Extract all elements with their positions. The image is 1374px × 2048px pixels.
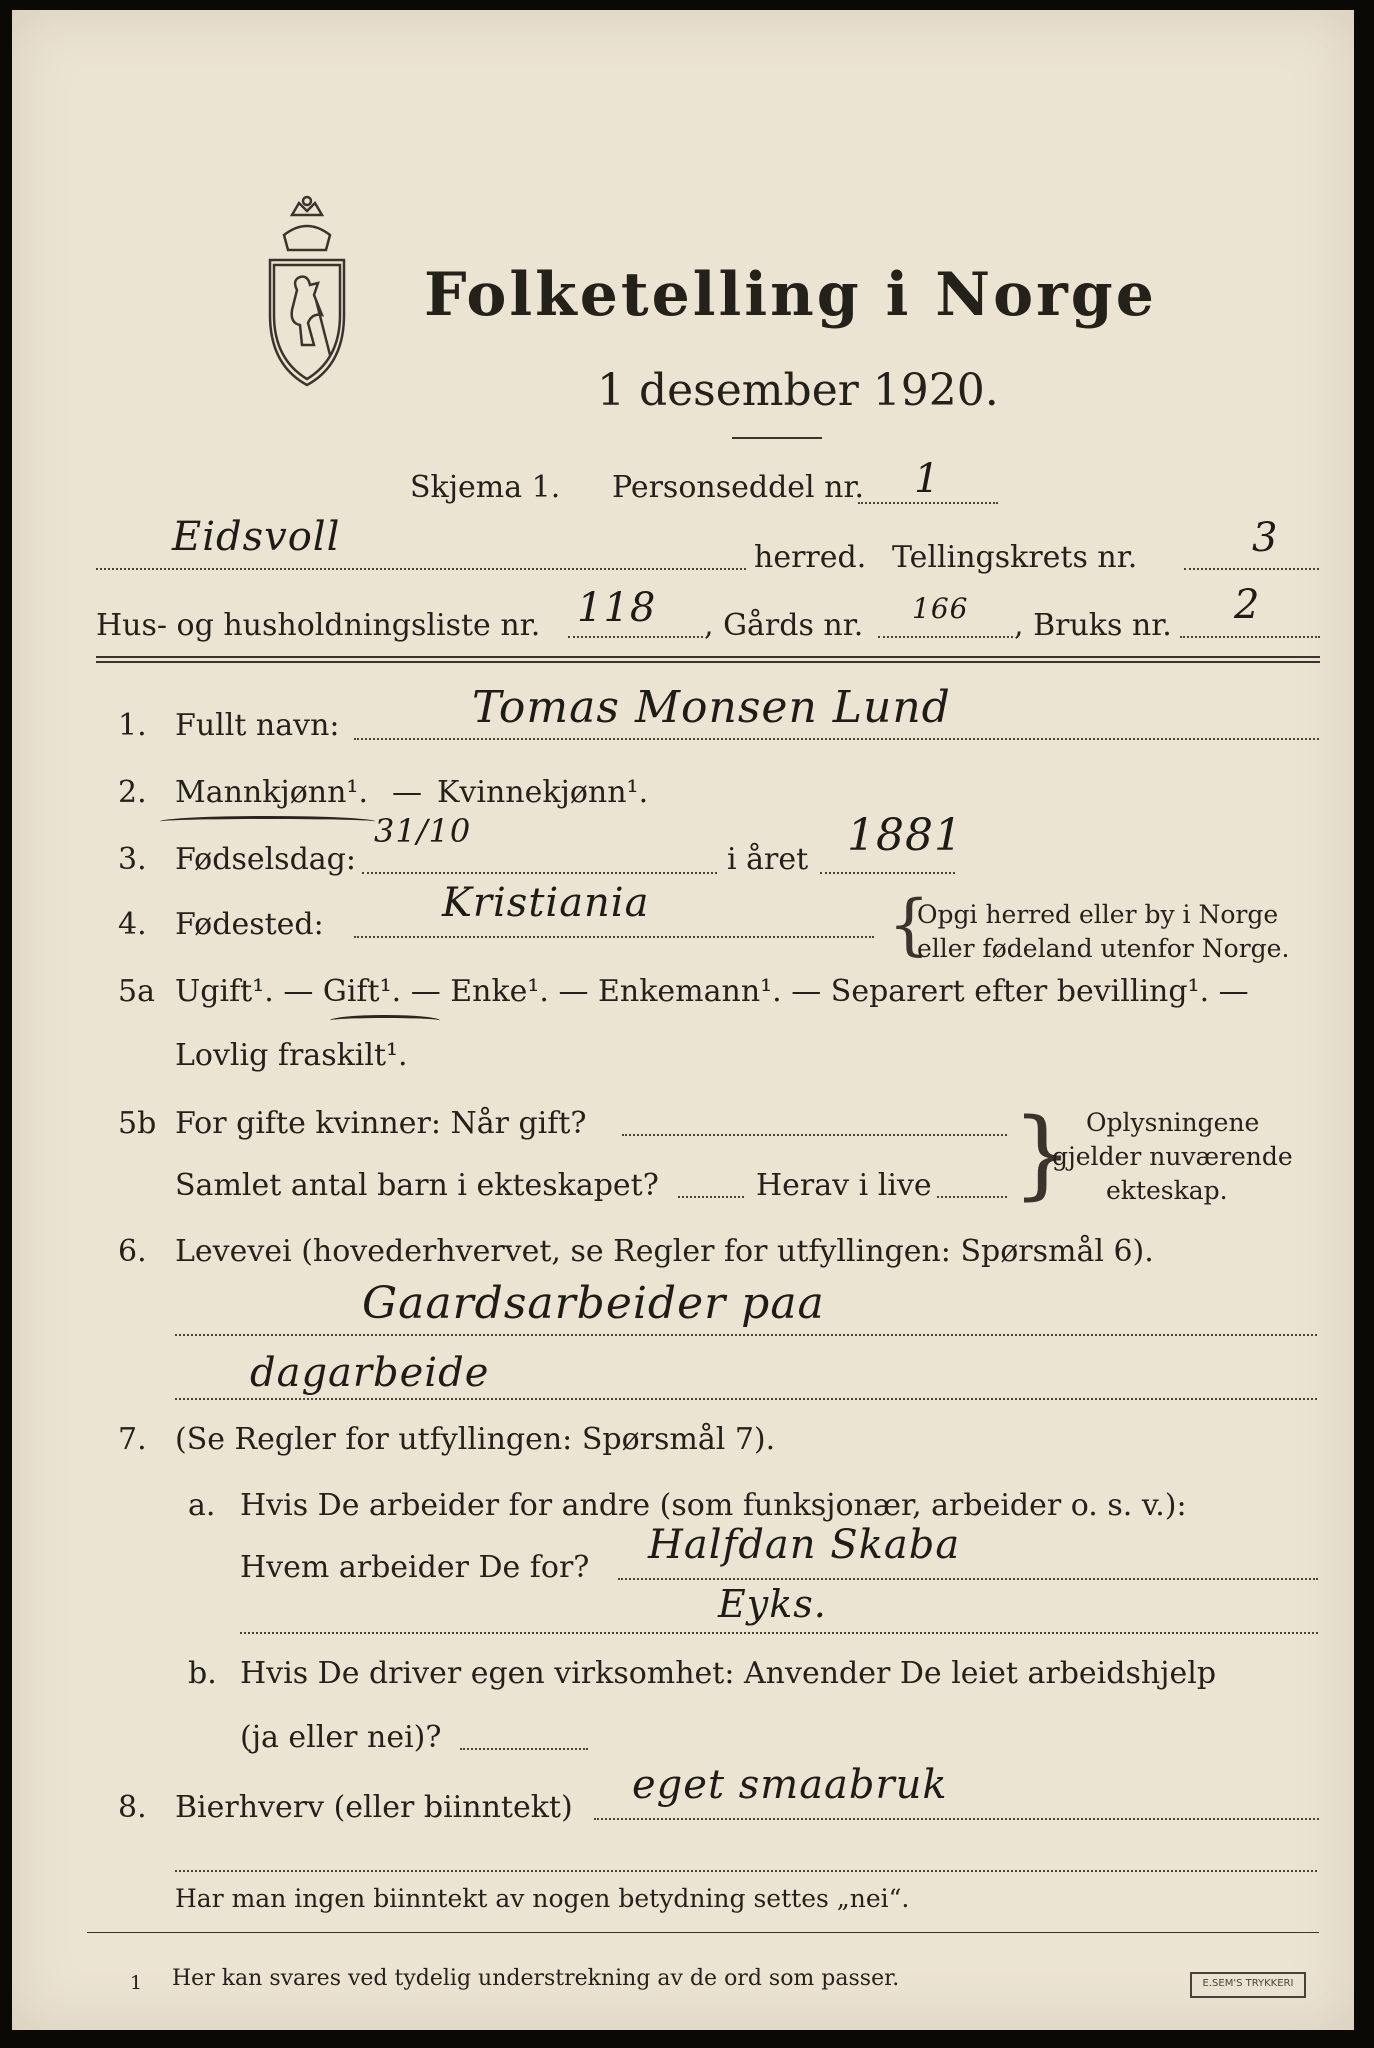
q5b-brace: } [1012, 1098, 1074, 1210]
personseddel-value: 1 [914, 456, 941, 502]
norwegian-coat-of-arms-icon [252, 195, 362, 395]
tellingskrets-label: Tellingskrets nr. [892, 540, 1138, 575]
q5b-note-3: ekteskap. [1106, 1176, 1228, 1205]
herred-value: Eidsvoll [172, 514, 341, 560]
q7a-letter: a. [188, 1488, 216, 1523]
footnote-rule [87, 1932, 1319, 1933]
personseddel-label: Personseddel nr. [612, 470, 865, 505]
q7a-value-1: Halfdan Skaba [648, 1522, 961, 1568]
hus-label: Hus- og husholdningsliste nr. [96, 608, 541, 643]
q4-brace: { [888, 886, 930, 963]
title-divider [732, 437, 822, 439]
q4-note-2: eller fødeland utenfor Norge. [917, 934, 1290, 963]
q5b-note-1: Oplysningene [1086, 1108, 1260, 1137]
q5b-children-line [678, 1196, 744, 1198]
form-title: Folketelling i Norge [424, 260, 1157, 330]
footnote-mark: 1 [130, 1972, 143, 1994]
q5a-text-2: Lovlig fraskilt¹. [175, 1038, 408, 1073]
bruks-label: , Bruks nr. [1014, 608, 1172, 643]
q1-line [354, 738, 1319, 740]
q8-line-2 [175, 1870, 1317, 1872]
q6-value-1: Gaardsarbeider paa [362, 1278, 825, 1329]
q2-male: Mannkjønn¹. [175, 775, 368, 810]
personseddel-line [858, 502, 998, 504]
q2-male-underline [160, 816, 375, 827]
q4-value: Kristiania [442, 880, 650, 926]
herred-label: herred. [754, 540, 867, 575]
q7b-line [460, 1748, 588, 1750]
gards-label: , Gårds nr. [704, 608, 864, 643]
bruks-line [1180, 636, 1320, 638]
q6-line-1 [175, 1334, 1317, 1336]
q7-number: 7. [118, 1422, 147, 1457]
q5b-alive-line [937, 1196, 1007, 1198]
bruks-value: 2 [1234, 582, 1261, 628]
q7a-text: Hvis De arbeider for andre (som funksjonær, arbeider o. s. v.): [240, 1488, 1187, 1523]
q4-number: 4. [118, 907, 147, 942]
q8-label: Bierhverv (eller biinntekt) [175, 1790, 573, 1825]
q1-value: Tomas Monsen Lund [472, 682, 951, 733]
q3-number: 3. [118, 842, 147, 877]
q7b-text-2: (ja eller nei)? [240, 1720, 442, 1755]
gards-value: 166 [912, 592, 969, 625]
q7b-letter: b. [188, 1656, 217, 1691]
q5b-label: For gifte kvinner: Når gift? [175, 1106, 587, 1141]
gards-line [878, 636, 1013, 638]
q5b-number: 5b [118, 1106, 157, 1141]
q7a-value-2: Eyks. [718, 1582, 827, 1626]
hus-line [568, 636, 703, 638]
header-rule-1 [96, 656, 1320, 658]
q6-line-2 [175, 1398, 1317, 1400]
q2-number: 2. [118, 775, 147, 810]
q3-year-value: 1881 [847, 810, 963, 861]
q3-value: 31/10 [374, 812, 472, 850]
q8-note: Har man ingen biinntekt av nogen betydning settes „nei“. [175, 1884, 910, 1913]
q7a-who-label: Hvem arbeider De for? [240, 1550, 590, 1585]
q5a-gift-underline [330, 1015, 440, 1026]
q3-line [362, 872, 717, 874]
q5b-note-2: gjelder nuværende [1052, 1142, 1293, 1171]
q4-label: Fødested: [175, 907, 324, 942]
q5a-text: Ugift¹. — Gift¹. — Enke¹. — Enkemann¹. — Separert efter bevilling¹. — [175, 974, 1249, 1009]
footnote-text: Her kan svares ved tydelig understrekning av de ord som passer. [172, 1966, 900, 1991]
tellingskrets-line [1184, 568, 1319, 570]
q3-label: Fødselsdag: [175, 842, 356, 877]
q5b-when-line [622, 1134, 1007, 1136]
q2-female: Kvinnekjønn¹. [437, 775, 649, 810]
q7-label: (Se Regler for utfyllingen: Spørsmål 7). [175, 1422, 776, 1457]
q8-line-1 [594, 1818, 1319, 1820]
q6-label: Levevei (hovederhvervet, se Regler for utfyllingen: Spørsmål 6). [175, 1234, 1154, 1269]
tellingskrets-value: 3 [1252, 515, 1279, 561]
header-rule-2 [96, 661, 1320, 663]
q1-label: Fullt navn: [175, 708, 340, 743]
q5b-alive-label: Herav i live [756, 1168, 932, 1203]
q4-line [354, 936, 874, 938]
q8-value: eget smaabruk [632, 1762, 948, 1808]
schema-label: Skjema 1. [410, 470, 561, 505]
q7b-text: Hvis De driver egen virksomhet: Anvender De leiet arbeidshjelp [240, 1656, 1217, 1691]
q7a-line-2 [240, 1632, 1318, 1634]
q5b-children-label: Samlet antal barn i ekteskapet? [175, 1168, 659, 1203]
form-date: 1 desember 1920. [597, 365, 999, 416]
q4-note-1: Opgi herred eller by i Norge [917, 900, 1279, 929]
printer-stamp: E.SEM'S TRYKKERI [1190, 1972, 1306, 1998]
q2-separator: — [392, 775, 422, 810]
q1-number: 1. [118, 708, 147, 743]
hus-value: 118 [577, 585, 657, 631]
q3-year-label: i året [727, 842, 809, 877]
q6-number: 6. [118, 1234, 147, 1269]
herred-line [96, 568, 746, 570]
q5a-number: 5a [118, 974, 155, 1009]
q3-year-line [820, 872, 955, 874]
census-form-sheet [12, 10, 1354, 2030]
q8-number: 8. [118, 1790, 147, 1825]
q7a-line-1 [618, 1578, 1318, 1580]
q6-value-2: dagarbeide [250, 1350, 490, 1396]
